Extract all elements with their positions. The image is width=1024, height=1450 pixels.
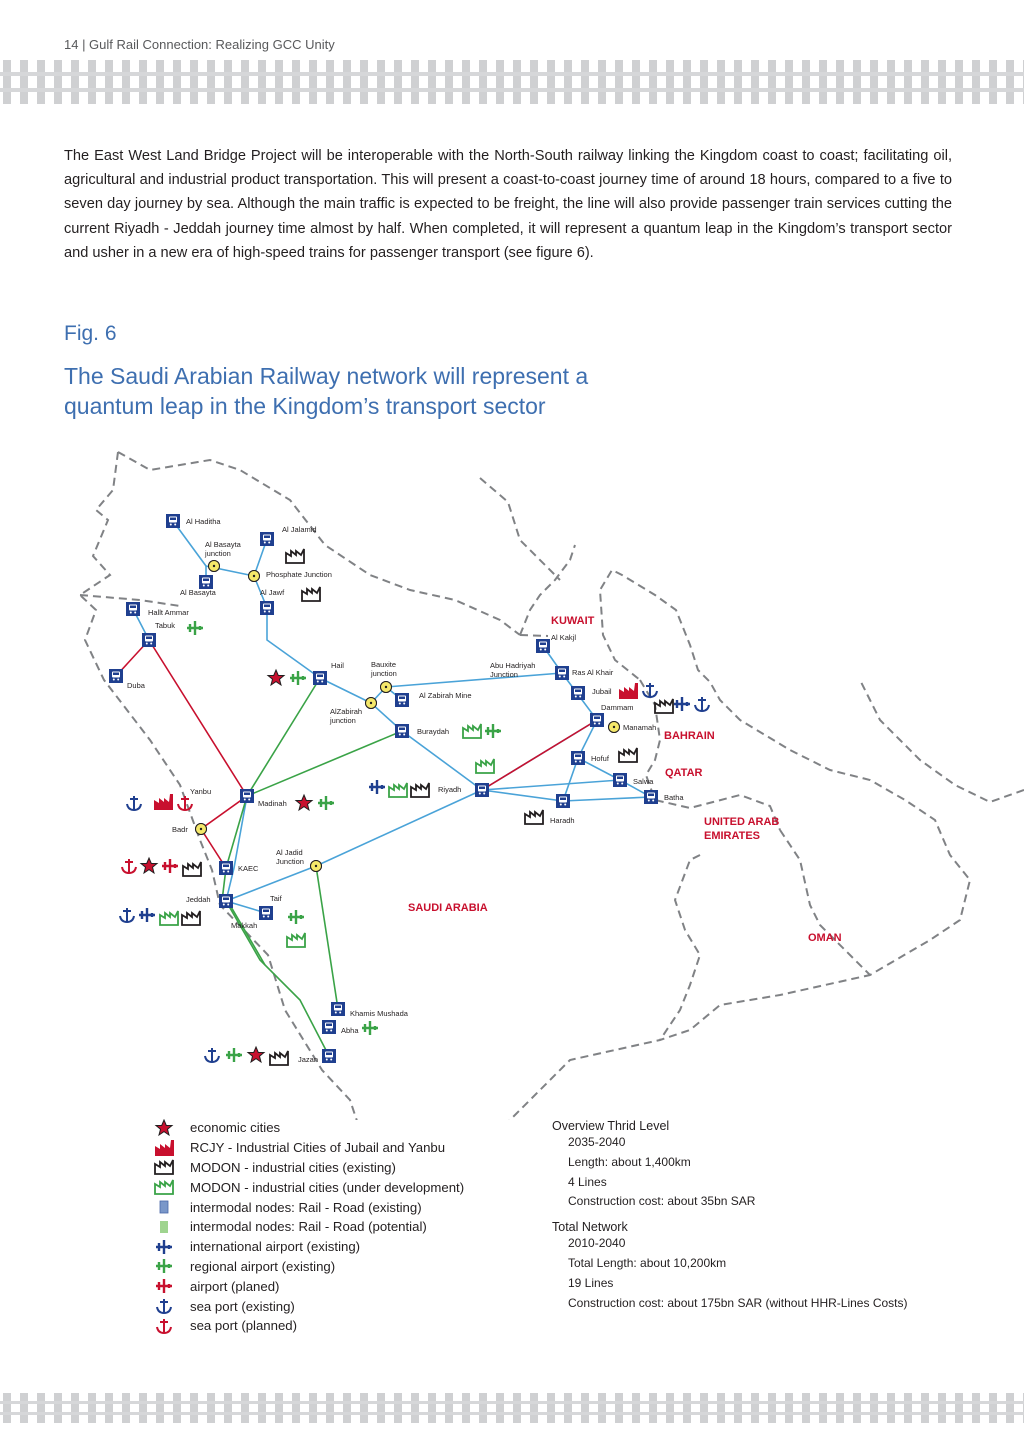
legend-label: MODON - industrial cities (under development)	[190, 1179, 465, 1195]
legend-item	[140, 1296, 530, 1316]
label-al-jalamid: Al Jalamid	[282, 525, 317, 534]
country-uae-1: UNITED ARAB	[704, 816, 780, 828]
label-jubail: Jubail	[592, 687, 612, 696]
intro-paragraph: The East West Land Bridge Project will be interoperable with the North-South railway linking the Kingdom coast to coast; facilitating oil, agricultural and industrial product transportation. This will present a coast-to-coast journey time of around 18 hours, compared to a five to seven day journey by sea. Although the main traffic is expected to be freight, the line will also provide passenger train services cutting the current Riyadh - Jeddah journey time almost by half. When completed, it will represent a quantum leap in the Kingdom’s transport sector and usher in a new era of high-speed trains for passenger transport (see figure 6).	[64, 148, 952, 261]
legend-item	[140, 1158, 530, 1178]
page-header: 14 | Gulf Rail Connection: Realizing GCC Unity	[64, 37, 335, 52]
label-ras-al-khair: Ras Al Khair	[572, 668, 614, 677]
railway-map	[0, 440, 1024, 1120]
legend-label: MODON - industrial cities (existing)	[190, 1159, 396, 1175]
label-al-basayta-junction-1: Al Basayta	[205, 540, 241, 549]
country-bahrain: BAHRAIN	[664, 730, 715, 742]
legend-label: sea port (planned)	[190, 1318, 298, 1334]
label-jeddah: Jeddah	[186, 895, 211, 904]
label-manamah: Manamah	[623, 723, 657, 732]
label-al-basayta: Al Basayta	[180, 588, 216, 597]
plane-green-icon	[140, 1257, 188, 1276]
label-phosphate-junction: Phosphate Junction	[266, 570, 332, 579]
label-jazan: Jazan	[298, 1055, 319, 1064]
overview-total-cost: Construction cost: about 175bn SAR (without HHR-Lines Costs)	[568, 1295, 908, 1310]
label-al-jadid-2: Junction	[276, 857, 304, 866]
label-taif: Taif	[270, 894, 282, 903]
map-legend	[140, 1118, 530, 1336]
label-duba: Duba	[127, 681, 145, 690]
label-abha: Abha	[341, 1026, 359, 1035]
overview-total-length: Total Length: about 10,200km	[568, 1255, 727, 1270]
legend-item	[140, 1237, 530, 1257]
factory-red-icon	[140, 1138, 188, 1157]
country-saudi-arabia: SAUDI ARABIA	[408, 902, 488, 914]
label-riyadh: Riyadh	[438, 785, 462, 794]
legend-item	[140, 1257, 530, 1277]
legend-label: airport (planed)	[190, 1278, 280, 1294]
label-buraydah: Buraydah	[417, 727, 450, 736]
legend-item	[140, 1177, 530, 1197]
legend-item	[140, 1138, 530, 1158]
label-abu-hadriyah-1: Abu Hadriyah	[490, 661, 536, 670]
country-qatar: QATAR	[665, 767, 703, 779]
label-al-kakil: Al Kakjl	[551, 633, 577, 642]
overview-third-level-length: Length: about 1,400km	[568, 1154, 691, 1169]
label-alzabirah-2: junction	[330, 716, 356, 725]
label-al-basayta-junction-2: junction	[205, 549, 231, 558]
star-icon	[140, 1118, 188, 1137]
legend-item	[140, 1118, 530, 1138]
label-al-haditha: Al Haditha	[186, 517, 221, 526]
label-khamis-mushada: Khamis Mushada	[350, 1009, 408, 1018]
facility-icons	[120, 549, 709, 1065]
node-blue-icon	[140, 1198, 188, 1217]
country-kuwait: KUWAIT	[551, 615, 595, 627]
node-green-icon	[140, 1217, 188, 1236]
legend-label: intermodal nodes: Rail - Road (existing)	[190, 1199, 422, 1215]
anchor-red-icon	[140, 1316, 188, 1335]
overview-total-lines: 19 Lines	[568, 1275, 614, 1290]
overview-total-period: 2010-2040	[568, 1236, 626, 1251]
factory-black-icon	[140, 1158, 188, 1177]
overview-total-heading: Total Network	[552, 1220, 628, 1235]
label-al-zabirah-mine: Al Zabirah Mine	[419, 691, 472, 700]
label-makkah: Makkah	[231, 921, 258, 930]
legend-label: RCJY - Industrial Cities of Jubail and Yanbu	[190, 1140, 446, 1156]
label-al-jawf: Al Jawf	[260, 588, 285, 597]
figure-title: The Saudi Arabian Railway network will represent a quantum leap in the Kingdom’s transport sector	[64, 363, 589, 419]
label-madinah: Madinah	[258, 799, 287, 808]
legend-item	[140, 1197, 530, 1217]
figure-number: Fig. 6	[64, 322, 117, 345]
overview-third-level-period: 2035-2040	[568, 1135, 626, 1149]
legend-item	[140, 1276, 530, 1296]
rail-decoration-top	[0, 60, 1024, 104]
label-hofuf: Hofuf	[591, 754, 609, 763]
plane-red-icon	[140, 1277, 188, 1296]
label-yanbu: Yanbu	[190, 787, 212, 796]
label-bauxite-1: Bauxite	[371, 660, 397, 669]
legend-label: international airport (existing)	[190, 1239, 361, 1255]
legend-label: intermodal nodes: Rail - Road (potential)	[190, 1219, 427, 1235]
factory-green-icon	[140, 1178, 188, 1197]
label-batha: Batha	[664, 793, 684, 802]
label-haradh: Haradh	[550, 816, 575, 825]
label-abu-hadriyah-2: Junction	[490, 670, 518, 679]
overview-third-level-cost: Construction cost: about 35bn SAR	[568, 1194, 756, 1209]
legend-label: sea port (existing)	[190, 1298, 295, 1314]
label-bauxite-2: junction	[371, 669, 397, 678]
label-alzabirah-1: AlZabirah	[330, 707, 363, 716]
label-tabuk: Tabuk	[155, 621, 176, 630]
legend-item	[140, 1217, 530, 1237]
legend-label: regional airport (existing)	[190, 1258, 336, 1274]
legend-item	[140, 1316, 530, 1336]
legend-label: economic cities	[190, 1120, 281, 1136]
country-uae-2: EMIRATES	[704, 830, 761, 842]
label-al-jadid-1: Al Jadid	[276, 848, 303, 857]
label-salwa: Salwa	[633, 777, 654, 786]
anchor-blue-icon	[140, 1297, 188, 1316]
label-dammam: Dammam	[601, 703, 634, 712]
label-kaec: KAEC	[238, 864, 259, 873]
network-overview	[552, 1116, 972, 1313]
label-badr: Badr	[172, 825, 188, 834]
overview-third-level-lines: 4 Lines	[568, 1174, 607, 1189]
overview-third-level-heading: Overview Thrid Level	[552, 1119, 670, 1133]
label-hallt-ammar: Hallt Ammar	[148, 608, 189, 617]
country-oman: OMAN	[808, 932, 842, 944]
plane-blue-icon	[140, 1237, 188, 1256]
label-hail: Hail	[331, 661, 344, 670]
rail-decoration-bottom	[0, 1393, 1024, 1423]
